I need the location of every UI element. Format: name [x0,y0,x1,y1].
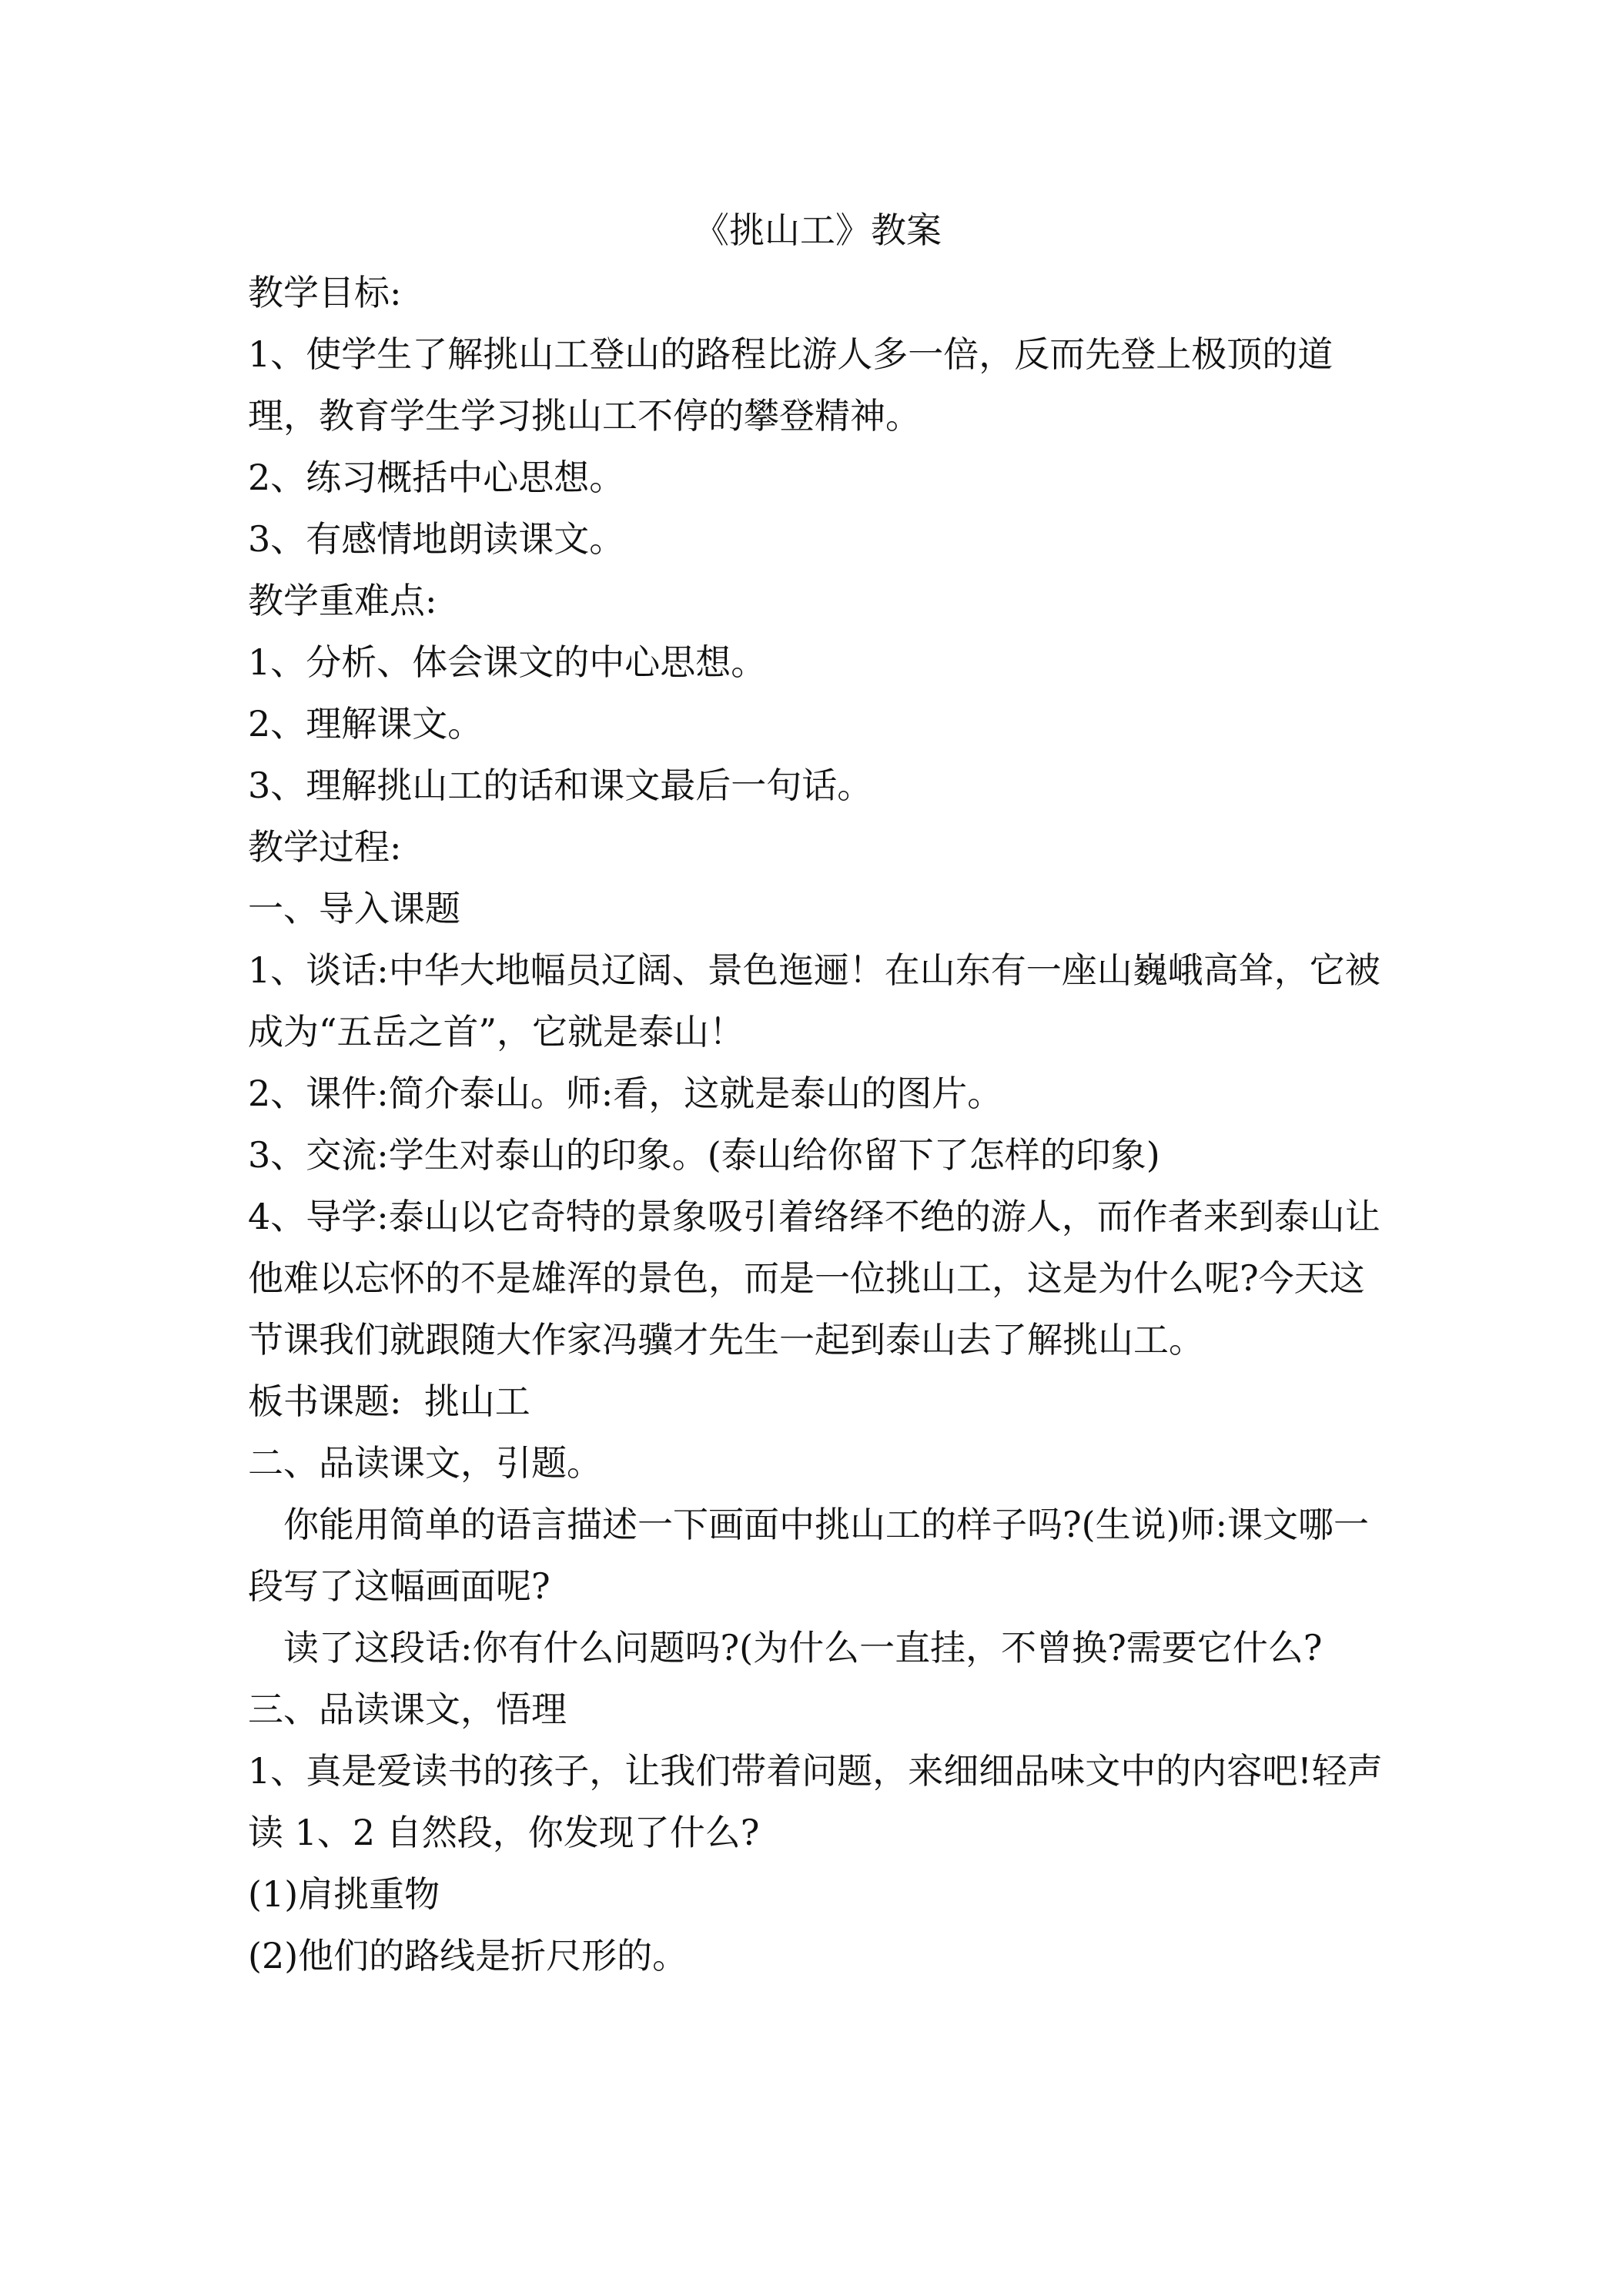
paragraph-line: 三、品读课文，悟理 [248,1689,567,1730]
document-body [248,199,1387,1986]
paragraph-line: 二、品读课文，引题。 [248,1442,602,1484]
paragraph-line: 3、有感情地朗读课文。 [248,518,625,560]
paragraph-line: 2、课件:简介泰山。师:看，这就是泰山的图片。 [248,1073,1003,1114]
paragraph-line: 2、练习概括中心思想。 [248,457,625,498]
paragraph-line: 教学过程: [248,826,402,868]
paragraph-line: 你能用简单的语言描述一下画面中挑山工的样子吗?(生说)师:课文哪一段写了这幅画面呢? [248,1504,1370,1607]
paragraph-line: (1)肩挑重物 [248,1873,440,1915]
paragraph-line: 3、交流:学生对泰山的印象。(泰山给你留下了怎样的印象) [248,1134,1160,1176]
paragraph-line: 2、理解课文。 [248,703,484,745]
paragraph-line: 读了这段话:你有什么问题吗?(为什么一直挂，不曾换?需要它什么? [283,1627,1323,1668]
paragraph-line: 4、导学:泰山以它奇特的景象吸引着络绎不绝的游人，而作者来到泰山让他难以忘怀的不是雄浑的景色，而是一位挑山工，这是为什么呢?今天这节课我们就跟随大作家冯骥才先生一起到泰山去了解挑山工。 [248,1196,1380,1361]
document-title: 《挑山工》教案 [694,209,942,251]
paragraph-line: 1、分析、体会课文的中心思想。 [248,641,767,683]
paragraph-line: 3、理解挑山工的话和课文最后一句话。 [248,765,873,806]
document-lines [248,262,1387,1986]
paragraph-line: 1、真是爱读书的孩子，让我们带着问题，来细细品味文中的内容吧!轻声读 1、2 自然段，你发现了什么? [248,1750,1383,1853]
paragraph-line: 教学重难点: [248,580,437,621]
paragraph-line: 板书课题: 挑山工 [248,1381,530,1422]
paragraph-line: 1、使学生了解挑山工登山的路程比游人多一倍，反而先登上极顶的道理，教育学生学习挑山工不停的攀登精神。 [248,333,1334,437]
paragraph-line: 一、导入课题 [248,888,460,929]
paragraph-line: 教学目标: [248,272,402,313]
paragraph-line: (2)他们的路线是折尺形的。 [248,1935,688,1976]
paragraph-line: 1、谈话:中华大地幅员辽阔、景色迤逦！在山东有一座山巍峨高耸，它被成为“五岳之首”，它就是泰山！ [248,949,1380,1053]
